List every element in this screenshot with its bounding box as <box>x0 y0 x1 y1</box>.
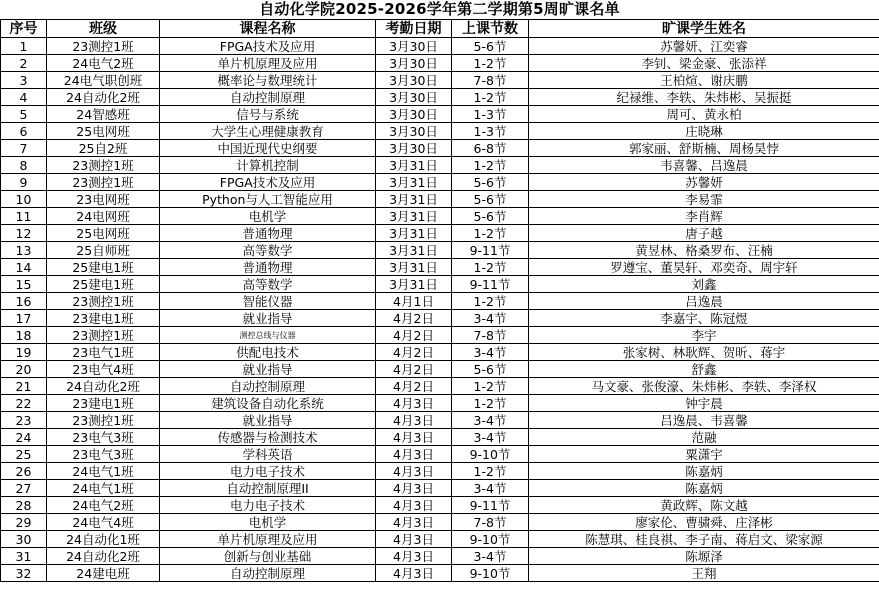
cell-course[interactable]: 信号与系统 <box>160 106 376 123</box>
cell-periods[interactable]: 7-8节 <box>452 72 529 89</box>
cell-class[interactable]: 23电气3班 <box>47 429 160 446</box>
table-row <box>1 548 879 565</box>
cell-course[interactable]: 电机学 <box>160 514 376 531</box>
cell-class[interactable]: 23测控1班 <box>47 327 160 344</box>
cell-periods[interactable]: 5-6节 <box>452 174 529 191</box>
table-row <box>1 123 879 140</box>
cell-periods[interactable]: 3-4节 <box>452 429 529 446</box>
table-row <box>1 429 879 446</box>
table-row <box>1 514 879 531</box>
cell-students[interactable]: 庄晓琳 <box>529 123 879 140</box>
cell-periods[interactable]: 1-2节 <box>452 89 529 106</box>
cell-date[interactable]: 4月3日 <box>376 463 452 480</box>
cell-course[interactable]: 传感器与检测技术 <box>160 429 376 446</box>
cell-students[interactable]: 李宇 <box>529 327 879 344</box>
cell-course[interactable]: 电机学 <box>160 208 376 225</box>
header-periods[interactable]: 上课节数 <box>452 20 529 38</box>
cell-index[interactable]: 30 <box>1 531 47 548</box>
cell-index[interactable]: 25 <box>1 446 47 463</box>
cell-date[interactable]: 3月30日 <box>376 55 452 72</box>
cell-class[interactable]: 24自动化2班 <box>47 378 160 395</box>
cell-students[interactable]: 张家树、林耿辉、贺昕、蒋宇 <box>529 344 879 361</box>
cell-class[interactable]: 24自动化1班 <box>47 531 160 548</box>
cell-periods[interactable]: 1-3节 <box>452 123 529 140</box>
cell-students[interactable]: 吕逸晨、韦喜馨 <box>529 412 879 429</box>
cell-class[interactable]: 23测控1班 <box>47 38 160 55</box>
cell-index[interactable]: 29 <box>1 514 47 531</box>
cell-course[interactable]: FPGA技术及应用 <box>160 174 376 191</box>
cell-date[interactable]: 4月3日 <box>376 412 452 429</box>
cell-date[interactable]: 3月31日 <box>376 225 452 242</box>
cell-periods[interactable]: 3-4节 <box>452 480 529 497</box>
cell-students[interactable]: 陈塬泽 <box>529 548 879 565</box>
cell-students[interactable]: 刘鑫 <box>529 276 879 293</box>
cell-periods[interactable]: 1-2节 <box>452 55 529 72</box>
cell-periods[interactable]: 1-2节 <box>452 259 529 276</box>
cell-students[interactable]: 苏馨妍 <box>529 174 879 191</box>
cell-index[interactable]: 18 <box>1 327 47 344</box>
cell-index[interactable]: 3 <box>1 72 47 89</box>
cell-students[interactable]: 李嘉宇、陈冠煜 <box>529 310 879 327</box>
table-row <box>1 242 879 259</box>
table-row <box>1 361 879 378</box>
cell-students[interactable]: 苏馨妍、江奕睿 <box>529 38 879 55</box>
cell-date[interactable]: 4月2日 <box>376 361 452 378</box>
cell-index[interactable]: 23 <box>1 412 47 429</box>
cell-periods[interactable]: 1-2节 <box>452 293 529 310</box>
cell-date[interactable]: 3月31日 <box>376 174 452 191</box>
cell-date[interactable]: 4月3日 <box>376 497 452 514</box>
table-row <box>1 497 879 514</box>
cell-periods[interactable]: 3-4节 <box>452 548 529 565</box>
cell-course[interactable]: 单片机原理及应用 <box>160 531 376 548</box>
cell-class[interactable]: 23测控1班 <box>47 293 160 310</box>
table-row <box>1 565 879 582</box>
cell-date[interactable]: 4月3日 <box>376 514 452 531</box>
cell-course[interactable]: 中国近现代史纲要 <box>160 140 376 157</box>
cell-index[interactable]: 32 <box>1 565 47 582</box>
cell-class[interactable]: 24智感班 <box>47 106 160 123</box>
cell-periods[interactable]: 9-11节 <box>452 497 529 514</box>
cell-students[interactable]: 韦喜馨、吕逸晨 <box>529 157 879 174</box>
cell-date[interactable]: 4月3日 <box>376 395 452 412</box>
table-row <box>1 208 879 225</box>
cell-class[interactable]: 24电网班 <box>47 208 160 225</box>
header-date[interactable]: 考勤日期 <box>376 20 452 38</box>
cell-periods[interactable]: 5-6节 <box>452 361 529 378</box>
cell-periods[interactable]: 7-8节 <box>452 514 529 531</box>
cell-index[interactable]: 19 <box>1 344 47 361</box>
cell-course[interactable]: 计算机控制 <box>160 157 376 174</box>
cell-students[interactable]: 吕逸晨 <box>529 293 879 310</box>
cell-periods[interactable]: 1-2节 <box>452 157 529 174</box>
table-row <box>1 344 879 361</box>
cell-course[interactable]: 电力电子技术 <box>160 497 376 514</box>
cell-course[interactable]: 智能仪器 <box>160 293 376 310</box>
header-students[interactable]: 旷课学生姓名 <box>529 20 879 38</box>
cell-periods[interactable]: 3-4节 <box>452 310 529 327</box>
table-row <box>1 157 879 174</box>
cell-index[interactable]: 13 <box>1 242 47 259</box>
cell-periods[interactable]: 1-2节 <box>452 225 529 242</box>
table-row <box>1 225 879 242</box>
table-row <box>1 531 879 548</box>
cell-course[interactable]: 普通物理 <box>160 225 376 242</box>
cell-date[interactable]: 3月31日 <box>376 157 452 174</box>
cell-students[interactable]: 粟潇宇 <box>529 446 879 463</box>
cell-course[interactable]: 高等数学 <box>160 276 376 293</box>
cell-class[interactable]: 23建电1班 <box>47 395 160 412</box>
cell-students[interactable]: 周可、黄永柏 <box>529 106 879 123</box>
table-row <box>1 174 879 191</box>
cell-index[interactable]: 8 <box>1 157 47 174</box>
cell-index[interactable]: 10 <box>1 191 47 208</box>
header-class[interactable]: 班级 <box>47 20 160 38</box>
cell-periods[interactable]: 1-2节 <box>452 378 529 395</box>
cell-course[interactable]: 大学生心理健康教育 <box>160 123 376 140</box>
cell-course[interactable]: 普通物理 <box>160 259 376 276</box>
table-row <box>1 293 879 310</box>
cell-students[interactable]: 黄政辉、陈文越 <box>529 497 879 514</box>
cell-class[interactable]: 25建电1班 <box>47 276 160 293</box>
table-row <box>1 259 879 276</box>
table-row <box>1 55 879 72</box>
cell-class[interactable]: 24电气职创班 <box>47 72 160 89</box>
cell-class[interactable]: 24电气2班 <box>47 55 160 72</box>
cell-date[interactable]: 4月2日 <box>376 344 452 361</box>
cell-date[interactable]: 3月31日 <box>376 242 452 259</box>
cell-students[interactable]: 陈慧琪、桂良祺、李子南、蒋启文、梁家源 <box>529 531 879 548</box>
cell-students[interactable]: 舒鑫 <box>529 361 879 378</box>
cell-students[interactable]: 李钊、梁金豪、张添祥 <box>529 55 879 72</box>
cell-index[interactable]: 16 <box>1 293 47 310</box>
cell-periods[interactable]: 9-10节 <box>452 531 529 548</box>
table-row <box>1 463 879 480</box>
cell-class[interactable]: 24自动化2班 <box>47 548 160 565</box>
cell-class[interactable]: 23测控1班 <box>47 174 160 191</box>
table-row <box>1 395 879 412</box>
cell-periods[interactable]: 3-4节 <box>452 344 529 361</box>
cell-date[interactable]: 3月30日 <box>376 140 452 157</box>
cell-students[interactable]: 李肖辉 <box>529 208 879 225</box>
header-row <box>1 20 879 38</box>
cell-course[interactable]: 概率论与数理统计 <box>160 72 376 89</box>
cell-course[interactable]: 就业指导 <box>160 412 376 429</box>
cell-index[interactable]: 24 <box>1 429 47 446</box>
cell-date[interactable]: 4月2日 <box>376 378 452 395</box>
table-row <box>1 140 879 157</box>
cell-class[interactable]: 24自动化2班 <box>47 89 160 106</box>
cell-course[interactable]: 自动控制原理 <box>160 565 376 582</box>
cell-students[interactable]: 纪禄维、李轶、朱炜彬、吴振挺 <box>529 89 879 106</box>
absence-table <box>0 19 879 582</box>
cell-index[interactable]: 6 <box>1 123 47 140</box>
cell-class[interactable]: 23电网班 <box>47 191 160 208</box>
cell-course[interactable]: 自动控制原理 <box>160 378 376 395</box>
cell-date[interactable]: 3月31日 <box>376 208 452 225</box>
cell-course[interactable]: 学科英语 <box>160 446 376 463</box>
cell-index[interactable]: 7 <box>1 140 47 157</box>
cell-course[interactable]: 就业指导 <box>160 310 376 327</box>
cell-periods[interactable]: 1-2节 <box>452 463 529 480</box>
cell-date[interactable]: 3月30日 <box>376 106 452 123</box>
cell-class[interactable]: 25电网班 <box>47 123 160 140</box>
cell-date[interactable]: 3月31日 <box>376 191 452 208</box>
cell-class[interactable]: 23电气1班 <box>47 344 160 361</box>
cell-course[interactable]: FPGA技术及应用 <box>160 38 376 55</box>
cell-index[interactable]: 31 <box>1 548 47 565</box>
cell-index[interactable]: 1 <box>1 38 47 55</box>
cell-course[interactable]: 测控总线与仪器 <box>160 327 376 344</box>
cell-students[interactable]: 陈嘉炳 <box>529 480 879 497</box>
cell-students[interactable]: 罗遵宝、董昊轩、邓奕奇、周宇轩 <box>529 259 879 276</box>
cell-students[interactable]: 唐子越 <box>529 225 879 242</box>
cell-course[interactable]: 建筑设备自动化系统 <box>160 395 376 412</box>
table-row <box>1 480 879 497</box>
sheet-title: 自动化学院2025-2026学年第二学期第5周旷课名单 <box>259 0 620 18</box>
cell-index[interactable]: 27 <box>1 480 47 497</box>
cell-index[interactable]: 20 <box>1 361 47 378</box>
cell-periods[interactable]: 9-11节 <box>452 276 529 293</box>
cell-index[interactable]: 2 <box>1 55 47 72</box>
cell-index[interactable]: 22 <box>1 395 47 412</box>
cell-students[interactable]: 陈嘉炳 <box>529 463 879 480</box>
cell-class[interactable]: 25电网班 <box>47 225 160 242</box>
table-row <box>1 412 879 429</box>
table-row <box>1 446 879 463</box>
cell-periods[interactable]: 5-6节 <box>452 38 529 55</box>
cell-date[interactable]: 4月3日 <box>376 531 452 548</box>
cell-index[interactable]: 28 <box>1 497 47 514</box>
cell-index[interactable]: 17 <box>1 310 47 327</box>
table-row <box>1 378 879 395</box>
cell-date[interactable]: 3月30日 <box>376 38 452 55</box>
cell-course[interactable]: 自动控制原理 <box>160 89 376 106</box>
cell-class[interactable]: 25自师班 <box>47 242 160 259</box>
cell-periods[interactable]: 6-8节 <box>452 140 529 157</box>
header-index[interactable]: 序号 <box>1 20 47 38</box>
table-row <box>1 310 879 327</box>
table-row <box>1 38 879 55</box>
cell-index[interactable]: 4 <box>1 89 47 106</box>
cell-periods[interactable]: 7-8节 <box>452 327 529 344</box>
cell-date[interactable]: 4月3日 <box>376 565 452 582</box>
header-course[interactable]: 课程名称 <box>160 20 376 38</box>
table-row <box>1 191 879 208</box>
cell-class[interactable]: 25建电1班 <box>47 259 160 276</box>
cell-index[interactable]: 21 <box>1 378 47 395</box>
table-row <box>1 327 879 344</box>
cell-students[interactable]: 廖家伦、曹骕舜、庄泽彬 <box>529 514 879 531</box>
cell-class[interactable]: 23测控1班 <box>47 157 160 174</box>
cell-class[interactable]: 24建电班 <box>47 565 160 582</box>
cell-date[interactable]: 4月1日 <box>376 293 452 310</box>
cell-students[interactable]: 钟宇晨 <box>529 395 879 412</box>
cell-class[interactable]: 23电气3班 <box>47 446 160 463</box>
cell-index[interactable]: 9 <box>1 174 47 191</box>
cell-date[interactable]: 3月30日 <box>376 72 452 89</box>
cell-date[interactable]: 3月31日 <box>376 276 452 293</box>
cell-periods[interactable]: 5-6节 <box>452 191 529 208</box>
cell-students[interactable]: 范融 <box>529 429 879 446</box>
cell-index[interactable]: 15 <box>1 276 47 293</box>
cell-date[interactable]: 4月3日 <box>376 446 452 463</box>
cell-index[interactable]: 14 <box>1 259 47 276</box>
table-row <box>1 276 879 293</box>
table-row <box>1 106 879 123</box>
table-row <box>1 72 879 89</box>
cell-class[interactable]: 24电气1班 <box>47 480 160 497</box>
cell-course[interactable]: 自动控制原理II <box>160 480 376 497</box>
cell-course[interactable]: 就业指导 <box>160 361 376 378</box>
cell-course[interactable]: 供配电技术 <box>160 344 376 361</box>
cell-date[interactable]: 4月3日 <box>376 429 452 446</box>
cell-course[interactable]: 单片机原理及应用 <box>160 55 376 72</box>
cell-students[interactable]: 王翔 <box>529 565 879 582</box>
cell-date[interactable]: 4月2日 <box>376 310 452 327</box>
cell-date[interactable]: 3月30日 <box>376 123 452 140</box>
cell-periods[interactable]: 9-11节 <box>452 242 529 259</box>
cell-date[interactable]: 4月2日 <box>376 327 452 344</box>
cell-periods[interactable]: 1-2节 <box>452 395 529 412</box>
cell-index[interactable]: 5 <box>1 106 47 123</box>
cell-date[interactable]: 3月30日 <box>376 89 452 106</box>
cell-students[interactable]: 黄昱林、格桑罗布、汪楠 <box>529 242 879 259</box>
cell-index[interactable]: 12 <box>1 225 47 242</box>
cell-index[interactable]: 11 <box>1 208 47 225</box>
cell-students[interactable]: 李易霏 <box>529 191 879 208</box>
cell-index[interactable]: 26 <box>1 463 47 480</box>
cell-periods[interactable]: 3-4节 <box>452 412 529 429</box>
table-row <box>1 89 879 106</box>
cell-class[interactable]: 24电气1班 <box>47 463 160 480</box>
cell-class[interactable]: 23测控1班 <box>47 412 160 429</box>
cell-class[interactable]: 23电气4班 <box>47 361 160 378</box>
cell-course[interactable]: 电力电子技术 <box>160 463 376 480</box>
cell-course[interactable]: 高等数学 <box>160 242 376 259</box>
cell-course[interactable]: 创新与创业基础 <box>160 548 376 565</box>
cell-class[interactable]: 25自2班 <box>47 140 160 157</box>
cell-class[interactable]: 24电气2班 <box>47 497 160 514</box>
cell-students[interactable]: 马文豪、张俊濠、朱炜彬、李轶、李泽权 <box>529 378 879 395</box>
cell-students[interactable]: 王柏煊、谢庆鹏 <box>529 72 879 89</box>
cell-course[interactable]: Python与人工智能应用 <box>160 191 376 208</box>
cell-periods[interactable]: 1-3节 <box>452 106 529 123</box>
cell-periods[interactable]: 9-10节 <box>452 565 529 582</box>
cell-date[interactable]: 4月3日 <box>376 480 452 497</box>
cell-date[interactable]: 4月3日 <box>376 548 452 565</box>
cell-class[interactable]: 24电气4班 <box>47 514 160 531</box>
cell-class[interactable]: 23建电1班 <box>47 310 160 327</box>
cell-periods[interactable]: 9-10节 <box>452 446 529 463</box>
cell-periods[interactable]: 5-6节 <box>452 208 529 225</box>
cell-students[interactable]: 郭家丽、舒斯楠、周杨昊悖 <box>529 140 879 157</box>
cell-date[interactable]: 3月31日 <box>376 259 452 276</box>
